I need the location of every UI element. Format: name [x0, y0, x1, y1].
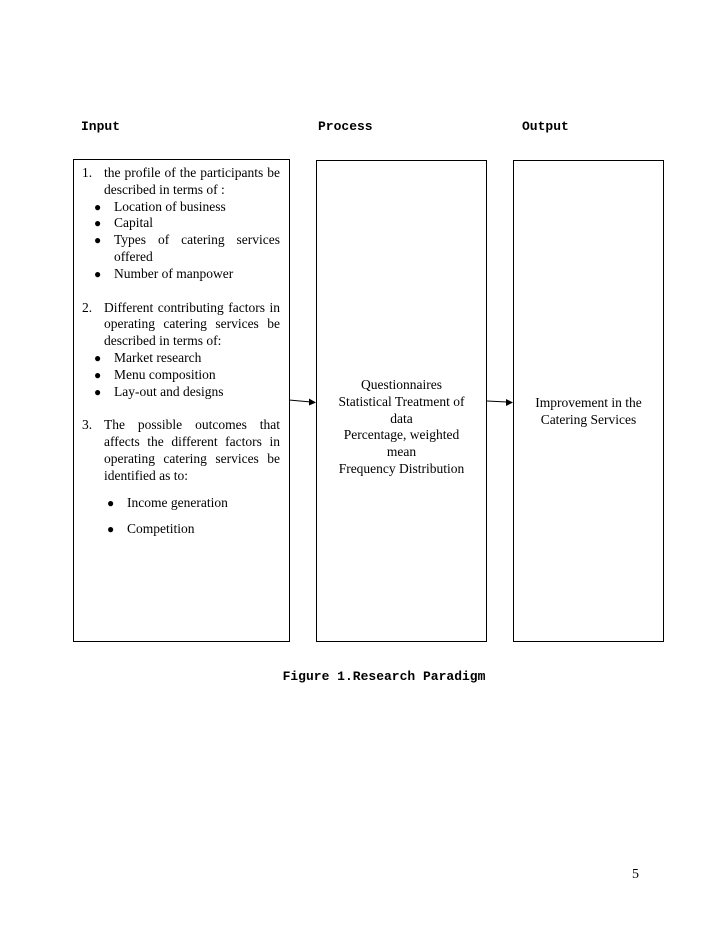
bullet-icon: ●: [107, 522, 115, 537]
list-item: ● Location of business: [82, 199, 280, 216]
bullet-icon: ●: [107, 495, 115, 510]
output-box: [513, 160, 664, 642]
list-item: ● Competition: [82, 521, 280, 538]
process-box: [316, 160, 487, 642]
bullet-icon: ●: [94, 216, 102, 231]
bullet-icon: ●: [94, 384, 102, 399]
item-number: 2.: [82, 299, 93, 315]
input-item-2: [82, 300, 280, 350]
list-item: ● Income generation: [82, 495, 280, 512]
item-text: The possible outcomes that affects the different factors in operating catering services be identified as to:: [104, 417, 280, 483]
input-box: [73, 159, 290, 642]
item-text: Different contributing factors in operating catering services be described in terms of:: [104, 299, 280, 349]
input-item-1: [82, 165, 280, 199]
item-number: 1.: [82, 165, 93, 180]
bullet-icon: ●: [94, 199, 102, 214]
output-heading: Output: [522, 119, 569, 134]
item-text: the profile of the participants be described in terms of :: [104, 165, 280, 197]
arrow-right-icon: [289, 396, 319, 408]
bullet-icon: ●: [94, 266, 102, 281]
page-number: 5: [632, 867, 639, 882]
bullet-icon: ●: [94, 367, 102, 382]
list-item: ● Market research: [82, 350, 280, 367]
input-heading: Input: [81, 119, 121, 134]
figure-caption: Figure 1.Research Paradigm: [282, 669, 486, 684]
list-item: ● Types of catering services offered: [82, 232, 280, 266]
input-item-3-bullets: [82, 495, 280, 539]
output-text: Improvement in the Catering Services: [535, 395, 642, 427]
list-item: ● Number of manpower: [82, 266, 280, 283]
list-item: ● Menu composition: [82, 367, 280, 384]
input-item-1-bullets: [82, 199, 280, 283]
input-item-3: [82, 417, 280, 484]
bullet-icon: ●: [94, 350, 102, 365]
input-item-2-bullets: [82, 350, 280, 400]
bullet-icon: ●: [94, 233, 102, 248]
list-item: ● Capital: [82, 215, 280, 232]
process-text: Questionnaires Statistical Treatment of data Percentage, weighted mean Frequency Distribution: [338, 377, 465, 476]
list-item: ● Lay-out and designs: [82, 384, 280, 401]
item-number: 3.: [82, 417, 93, 433]
process-heading: Process: [318, 119, 373, 134]
